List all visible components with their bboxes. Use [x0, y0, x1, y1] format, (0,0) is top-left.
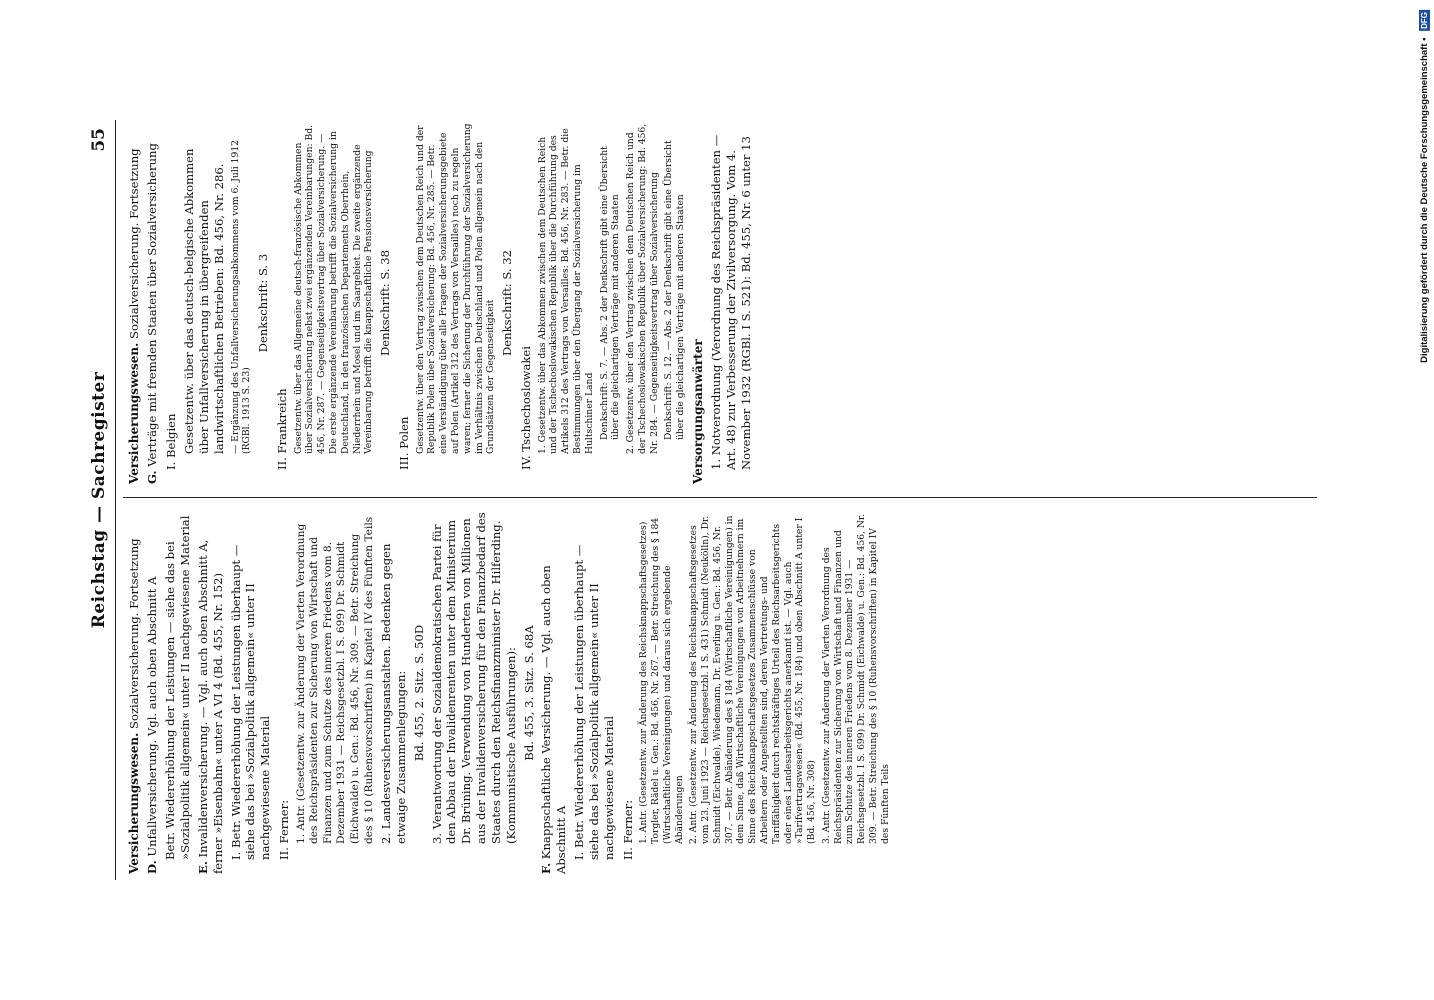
entry-f-ii-2: 2. Antr. (Gesetzentw. zur Änderung des Reichsknappschaftsgesetzes vom 23. Juni 1923 — Reichsgesetzbl. I S. 431) Schmidt (Neukölln), Dr. Schmidt (Eichwalde), Wiedemann, Dr. Everling u. Gen.: Bd. 456, Nr. 307. — Betr. Abänderung des § 184 (Wirtschaftliche Vereinigungen) in dem Sinne, daß Wirtschaftliche Vereinigungen von Arbeitnehmern im Sinne des Reichsknappschaftsgesetzes Zusammenschlüsse von Arbeitern oder Angestellten sind, deren Vertretungs- und Tariffähigkeit durch rechtskräftiges Urteil des Reichsarbeitsgerichts oder eines Landesarbeitsgerichts anerkannt ist. — Vgl. auch »Tarifvertragswesen« (Bd. 455, Nr. 184) und oben Abschnitt A unter I (Bd. 456, Nr. 308) [688, 515, 818, 844]
frankreich-ref: Denkschrift: S. 38 [378, 250, 393, 357]
frankreich-text: Gesetzentw. über das Allgemeine deutsch-französische Abkommen über Sozialversicherung nebst zwei ergänzenden Vereinbarungen: Bd. 456, Nr. 287. — Gegenseitigkeitsvertrag über Sozialversicherung. — Die erste ergänzende Vereinbarung betrifft die Sozialversicherung in Deutschland, in den französischen Departements Oberrhein, Niederrhein und Mosel und im Saargebiet. Die zweite ergänzende Vereinbarung betrifft die knappschaftliche Pensionsversicherung [292, 124, 375, 454]
tschechoslowakei-heading: IV. Tschechoslowakei [518, 346, 533, 470]
versorgungsanwaerter-1: 1. Notverordnung (Verordnung des Reichspräsidenten — Art. 48) zur Verbesserung der Zivilversorgung. Vom 4. November 1932 (RGBl. I S. 521): Bd. 455, Nr. 6 unter 13 [709, 134, 753, 470]
page-header [85, 120, 116, 880]
header-title: Reichstag — Sachregister [89, 371, 109, 629]
document-page [77, 120, 1337, 880]
entry-e-ii: II. Ferner: [276, 799, 291, 860]
right-heading: Versicherungswesen. [127, 342, 141, 484]
entry-d-sub: Betr. Wiedererhöhung der Leistungen — siehe das bei »Sozialpolitik allgemein« unter II nachgewiesene Material [163, 515, 193, 860]
entry-e-ii-2: 2. Landesversicherungsanstalten. Bedenken gegen etwaige Zusammenlegungen: [379, 543, 408, 844]
entry-e-ii-3: 3. Verantwortung der Sozialdemokratischen Partei für den Abbau der Invalidenrenten unter dem Ministerium Dr. Brüning. Verwendung von Hunderten von Millionen aus der Invalidenversicherung für den Finanzbedarf des Staates durch den Reichsfinanzminister Dr. Hilferding. (Kommunistische Ausführungen): [429, 512, 518, 844]
entry-e-ii-2-ref: Bd. 455, 2. Sitz. S. 50D [411, 624, 426, 762]
entry-d-text: Unfallversicherung. Vgl. auch oben Abschnitt A [145, 576, 160, 857]
versorgungsanwaerter-heading: Versorgungsanwärter [690, 339, 705, 484]
polen-ref: Denkschrift: S. 32 [500, 250, 515, 357]
polen-heading: III. Polen [396, 416, 411, 470]
entry-f-letter: F. [539, 862, 554, 874]
entry-d [145, 512, 160, 874]
tschechoslowakei-1: 1. Gesetzentw. über das Abkommen zwischen dem Deutschen Reich und der Tschechoslowakischen Republik über die Durchführung des Artikels 312 des Vertrags von Versailles: Bd. 456, Nr. 283. — Betr. die Bestimmungen über den Übergang der Sozialversicherung im Hultschiner Land [536, 128, 595, 454]
entry-f-ii-1: 1. Antr. (Gesetzentw. zur Änderung des Reichsknappschaftsgesetzes) Torgler, Rädel u. Gen.: Bd. 456, Nr. 267. — Betr. Streichung des § 184 (Wirtschaftliche Vereinigungen) und daraus sich ergebende Abänderungen [638, 517, 685, 844]
tschechoslowakei-2-ref: Denkschrift: S. 12. — Abs. 2 der Denkschrift gibt eine Übersicht über die gleichartigen Verträge mit anderen Staaten [663, 140, 687, 440]
entry-e-text: Invalidenversicherung. — Vgl. auch oben Abschnitt A, ferner »Eisenbahn« unter A VI 4 (Bd. 455, Nr. 152) [195, 539, 225, 874]
entry-e-i: I. Betr. Wiedererhöhung der Leistungen überhaupt — siehe das bei »Sozialpolitik allgemein« unter II nachgewiesene Material [228, 544, 273, 860]
digitization-note-text: Digitalisierung gefördert durch die Deutsche Forschungsgemeinschaft • [1419, 37, 1430, 363]
entry-e [196, 512, 226, 874]
left-column [127, 512, 1317, 874]
entry-g [145, 122, 160, 484]
digitization-note [1419, 10, 1430, 363]
right-heading-rest: Sozialversicherung. Fortsetzung [127, 148, 141, 339]
entry-f-i: I. Betr. Wiedererhöhung der Leistungen überhaupt — siehe das bei »Sozialpolitik allgemein« unter II nachgewiesene Material [572, 544, 616, 860]
page-number: 55 [89, 128, 109, 152]
right-column [127, 122, 1317, 484]
column-divider [123, 497, 1317, 498]
entry-f-text: Knappschaftliche Versicherung. — Vgl. auch oben Abschnitt A [539, 565, 569, 874]
belgien-text: Gesetzentw. über das deutsch-belgische Abkommen über Unfallversicherung in übergreifenden landwirtschaftlichen Betrieben: Bd. 456, Nr. 286. [182, 148, 226, 454]
entry-g-letter: G. [145, 470, 160, 484]
entry-e-ii-3-ref: Bd. 455, 3. Sitz. S. 68A [521, 625, 536, 761]
left-heading: Versicherungswesen. [127, 732, 141, 874]
entry-e-ii-1: 1. Antr. (Gesetzentw. zur Änderung der Vierten Verordnung des Reichspräsidenten zur Sicherung von Wirtschaft und Finanzen und zum Schutze des inneren Friedens vom 8. Dezember 1931 — Reichsgesetzbl. I S. 699) Dr. Schmidt (Eichwalde) u. Gen.: Bd. 456, Nr. 309. — Betr. Streichung des § 10 (Ruhensvorschriften) in Kapitel IV des Fünften Teils [294, 516, 375, 844]
belgien-heading: I. Belgien [164, 413, 179, 470]
entry-f [539, 512, 569, 874]
tschechoslowakei-1-ref: Denkschrift: S. 7. — Abs. 2 der Denkschrift gibt eine Übersicht über die gleichartigen Verträge mit anderen Staaten [598, 146, 622, 440]
tschechoslowakei-2: 2. Gesetzentw. über den Vertrag zwischen dem Deutschen Reich und der Tschechoslowakischen Republik über Sozialversicherung: Bd. 456, Nr. 284. — Gegenseitigkeitsvertrag über Sozialversicherung [625, 123, 660, 454]
right-section-heading [127, 122, 142, 484]
dfg-logo: DFG [1420, 12, 1429, 29]
left-heading-rest: Sozialversicherung. Fortsetzung [127, 538, 141, 729]
entry-d-letter: D. [145, 860, 160, 874]
entry-g-text: Verträge mit fremden Staaten über Sozialversicherung [145, 143, 160, 467]
entry-e-letter: E. [195, 861, 210, 874]
left-section-heading [127, 512, 142, 874]
entry-f-ii: II. Ferner: [620, 799, 635, 860]
entry-f-ii-3: 3. Antr. (Gesetzentw. zur Änderung der Vierten Verordnung des Reichspräsidenten zur Sicherung von Wirtschaft und Finanzen und zum Schutze des inneren Friedens vom 8. Dezember 1931 — Reichsgesetzbl. I S. 699) Dr. Schmidt (Eichwalde) u. Gen.: Bd. 456, Nr. 309. — Betr. Streichung des § 10 (Ruhensvorschriften) in Kapitel IV des Fünften Teils [820, 513, 891, 844]
frankreich-heading: II. Frankreich [274, 388, 289, 470]
belgien-ref: Denkschrift: S. 3 [256, 253, 271, 353]
polen-text: Gesetzentw. über den Vertrag zwischen dem Deutschen Reich und der Republik Polen über Sozialversicherung: Bd. 456, Nr. 285. — Betr. eine Verständigung über alle Fragen der Sozialversicherungsgebiete auf Polen (Artikel 312 des Vertrags von Versailles) noch zu regeln waren; ferner die Sicherung der Durchführung der Sozialversicherung im Verhältnis zwischen Deutschland und Polen allgemein nach den Grundsätzen der Gegenseitigkeit [414, 123, 497, 454]
belgien-sub: — Ergänzung des Unfallversicherungsabkommens vom 6. Juli 1912 (RGBl. 1913 S. 23) [229, 139, 253, 454]
